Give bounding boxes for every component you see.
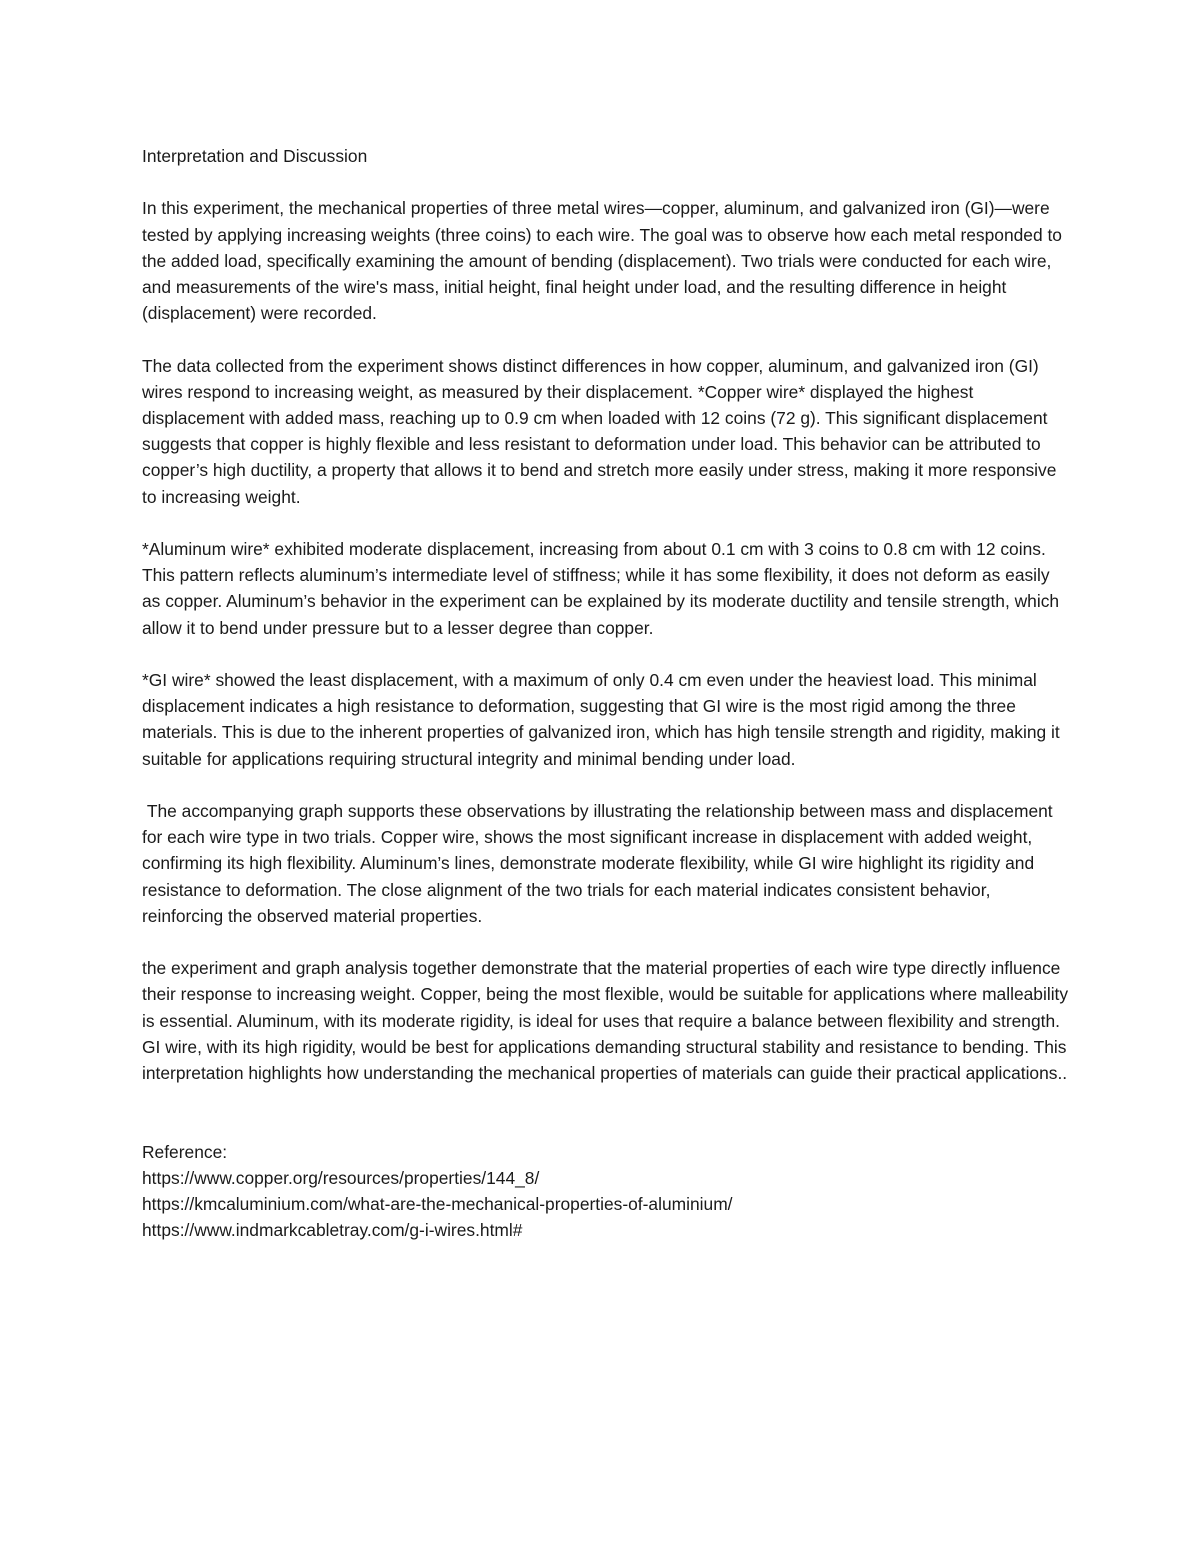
reference-title: Reference: (142, 1141, 228, 1162)
paragraph-aluminum: *Aluminum wire* exhibited moderate displacement, increasing from about 0.1 cm with 3 coins to 0.8 cm with 12 coins. This pattern reflects aluminum’s intermediate level of stiffness; while it has some flexibility, it does not deform as easily as copper. Aluminum’s behavior in the experiment can be explained by its moderate ductility and tensile strength, which allow it to bend under pressure but to a lesser degree than copper. (142, 539, 1060, 638)
reference-link-gi-wires[interactable]: https://www.indmarkcabletray.com/g-i-wires.html# (142, 1220, 523, 1241)
reference-link-copper[interactable]: https://www.copper.org/resources/properties/144_8/ (142, 1167, 540, 1188)
paragraph-graph-discussion: The accompanying graph supports these observations by illustrating the relationship between mass and displacement for each wire type in two trials. Copper wire, shows the most significant increase in displacement with added weight, confirming its high flexibility. Aluminum’s lines, demonstrate moderate flexibility, while GI wire highlight its rigidity and resistance to deformation. The close alignment of the two trials for each material indicates consistent behavior, reinforcing the observed material properties. (142, 801, 1058, 926)
paragraph-copper: The data collected from the experiment shows distinct differences in how copper, aluminum, and galvanized iron (GI) wires respond to increasing weight, as measured by their displacement. *Copper wire* displayed the highest displacement with added mass, reaching up to 0.9 cm when loaded with 12 coins (72 g). This significant displacement suggests that copper is highly flexible and less resistant to deformation under load. This behavior can be attributed to copper’s high ductility, a property that allows it to bend and stretch more easily under stress, making it more responsive to increasing weight. (142, 355, 1057, 507)
paragraph-gi-wire: *GI wire* showed the least displacement, with a maximum of only 0.4 cm even under the heaviest load. This minimal displacement indicates a high resistance to deformation, suggesting that GI wire is the most rigid among the three materials. This is due to the inherent properties of galvanized iron, which has high tensile strength and rigidity, making it suitable for applications requiring structural integrity and minimal bending under load. (142, 670, 1060, 769)
section-heading: Interpretation and Discussion (142, 146, 368, 166)
reference-section (142, 1139, 1072, 1244)
paragraph-introduction: In this experiment, the mechanical properties of three metal wires—copper, aluminum, and galvanized iron (GI)—were tested by applying increasing weights (three coins) to each wire. The goal was to observe how each metal responded to the added load, specifically examining the amount of bending (displacement). Two trials were conducted for each wire, and measurements of the wire's mass, initial height, final height under load, and the resulting difference in height (displacement) were recorded. (142, 198, 1062, 324)
paragraph-conclusion: the experiment and graph analysis together demonstrate that the material properties of each wire type directly influence their response to increasing weight. Copper, being the most flexible, would be suitable for applications where malleability is essential. Aluminum, with its moderate rigidity, is ideal for uses that require a balance between flexibility and strength. GI wire, with its high rigidity, would be best for applications demanding structural stability and resistance to bending. This interpretation highlights how understanding the mechanical properties of materials can guide their practical applications.. (142, 958, 1069, 1084)
document-body (142, 143, 1072, 1243)
reference-link-aluminium[interactable]: https://kmcaluminium.com/what-are-the-mechanical-properties-of-aluminium/ (142, 1194, 733, 1215)
